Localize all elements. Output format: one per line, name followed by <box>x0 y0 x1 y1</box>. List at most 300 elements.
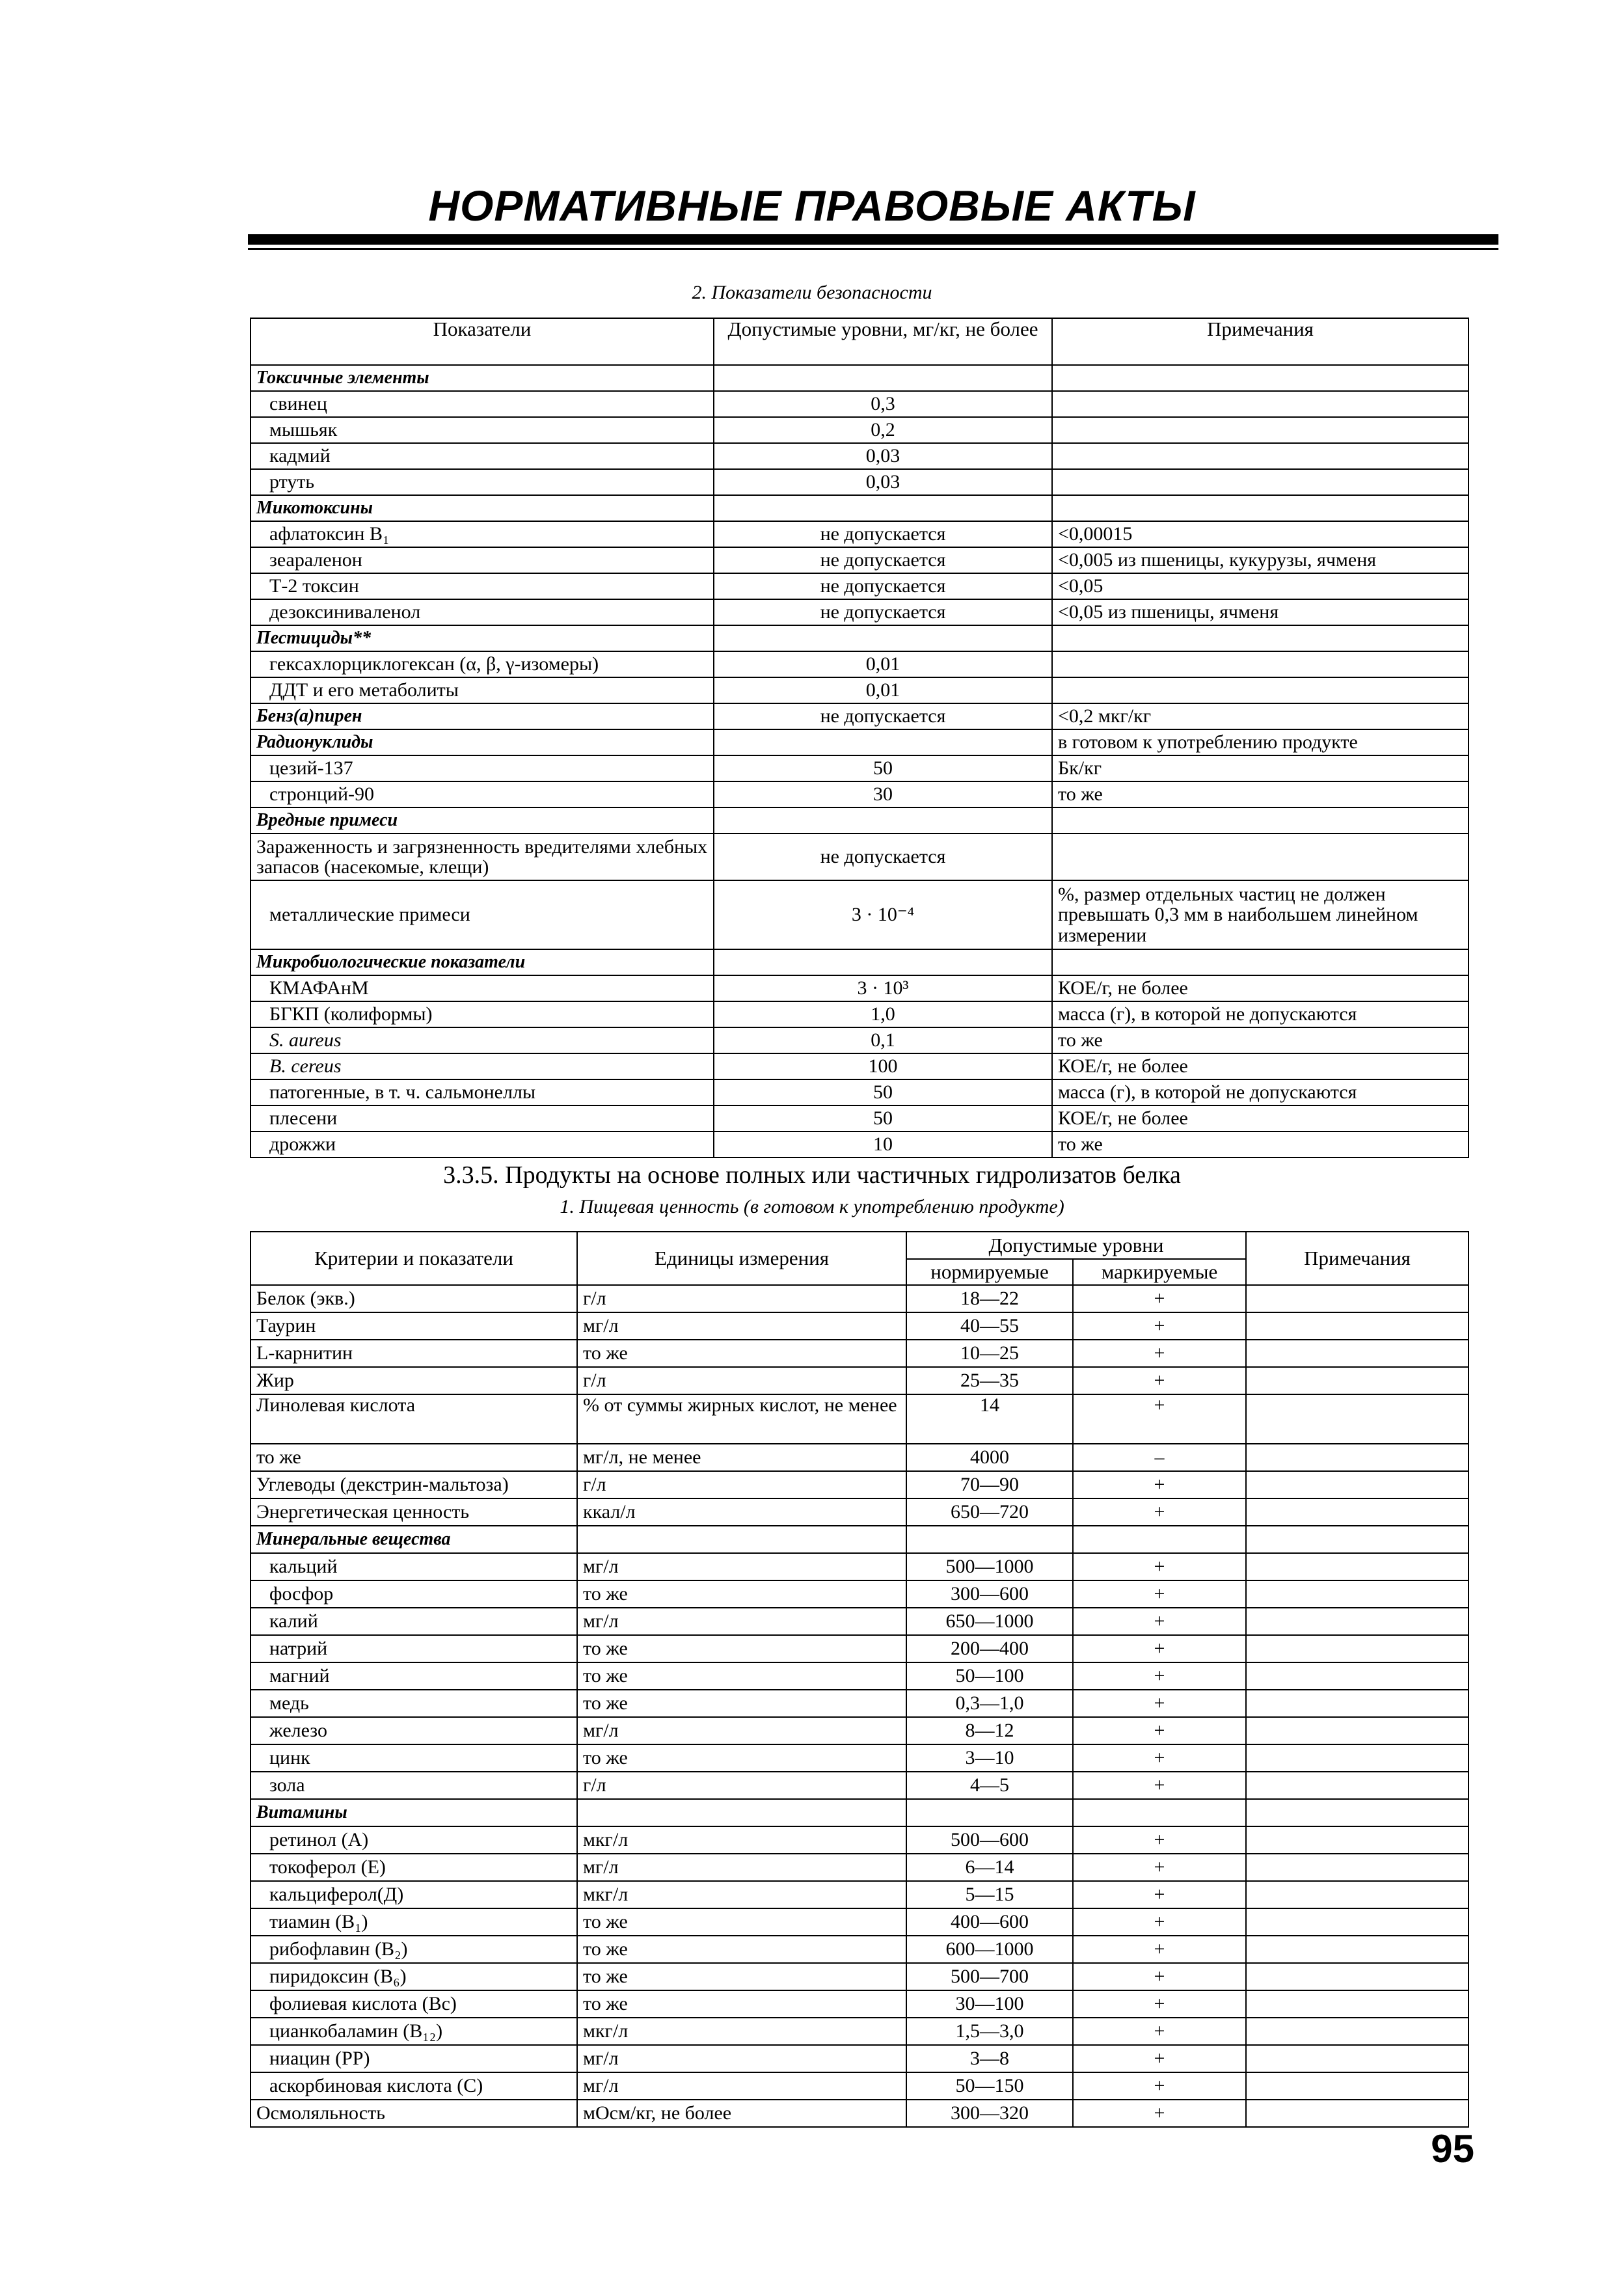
criteria-cell: ретинол (А) <box>250 1826 577 1854</box>
marked-level-cell: + <box>1073 1553 1246 1580</box>
unit-cell: мг/л <box>577 1608 906 1635</box>
criteria-cell: цинк <box>250 1744 577 1772</box>
note-cell <box>1052 625 1468 651</box>
marked-level-cell: + <box>1073 1690 1246 1717</box>
notes-cell <box>1246 1608 1468 1635</box>
unit-cell: % от суммы жирных кислот, не менее <box>577 1394 906 1444</box>
notes-cell <box>1246 1553 1468 1580</box>
level-cell: не допускается <box>714 833 1052 880</box>
table-row <box>250 2072 1468 2100</box>
norm-level-cell: 18—22 <box>906 1285 1073 1312</box>
norm-level-cell: 25—35 <box>906 1367 1073 1394</box>
unit-cell: то же <box>577 1662 906 1690</box>
notes-cell <box>1246 2072 1468 2100</box>
table-row <box>250 1690 1468 1717</box>
norm-level-cell <box>906 1799 1073 1826</box>
unit-cell: г/л <box>577 1772 906 1799</box>
indicator-cell: Т-2 токсин <box>250 573 714 599</box>
criteria-cell: Таурин <box>250 1312 577 1340</box>
level-cell: не допускается <box>714 703 1052 729</box>
level-cell: 0,03 <box>714 443 1052 469</box>
criteria-cell: Минеральные вещества <box>250 1526 577 1553</box>
indicator-cell: патогенные, в т. ч. сальмонеллы <box>250 1079 714 1105</box>
marked-level-cell: + <box>1073 2045 1246 2072</box>
table-group-row <box>250 807 1468 833</box>
indicator-cell: мышьяк <box>250 417 714 443</box>
criteria-cell: рибофлавин (B₂) <box>250 1936 577 1963</box>
table-group-row <box>250 625 1468 651</box>
table-row <box>250 2018 1468 2045</box>
note-cell: то же <box>1052 1027 1468 1053</box>
norm-level-cell: 650—720 <box>906 1498 1073 1526</box>
table-row <box>250 1881 1468 1908</box>
unit-cell <box>577 1799 906 1826</box>
table-row <box>250 1471 1468 1498</box>
norm-level-cell: 3—10 <box>906 1744 1073 1772</box>
table-row <box>250 1498 1468 1526</box>
safety-col-header: Показатели <box>250 318 714 365</box>
criteria-cell: фосфор <box>250 1580 577 1608</box>
table-row <box>250 1662 1468 1690</box>
notes-cell <box>1246 2100 1468 2127</box>
table-row <box>250 833 1468 880</box>
notes-cell <box>1246 1394 1468 1444</box>
level-cell: 3 · 10³ <box>714 975 1052 1001</box>
marked-level-cell: + <box>1073 1608 1246 1635</box>
notes-cell <box>1246 1881 1468 1908</box>
note-cell: КОЕ/г, не более <box>1052 1105 1468 1131</box>
notes-cell <box>1246 1662 1468 1690</box>
table-group-row <box>250 1526 1468 1553</box>
level-cell: 3 · 10⁻⁴ <box>714 880 1052 949</box>
indicator-cell: Токсичные элементы <box>250 365 714 391</box>
norm-level-cell: 650—1000 <box>906 1608 1073 1635</box>
indicator-cell: Микробиологические показатели <box>250 949 714 975</box>
nutrition-col-header: Примечания <box>1246 1232 1468 1285</box>
table-row <box>250 417 1468 443</box>
table-row <box>250 2045 1468 2072</box>
criteria-cell: Углеводы (декстрин-мальтоза) <box>250 1471 577 1498</box>
notes-cell <box>1246 1854 1468 1881</box>
unit-cell: мкг/л <box>577 1826 906 1854</box>
table-group-row <box>250 729 1468 755</box>
table-row <box>250 469 1468 495</box>
norm-level-cell <box>906 1526 1073 1553</box>
level-cell: 0,1 <box>714 1027 1052 1053</box>
table-row <box>250 391 1468 417</box>
criteria-cell: кальциферол(Д) <box>250 1881 577 1908</box>
notes-cell <box>1246 1799 1468 1826</box>
indicator-cell: ртуть <box>250 469 714 495</box>
table-row <box>250 1285 1468 1312</box>
unit-cell: мкг/л <box>577 1881 906 1908</box>
level-cell: 0,03 <box>714 469 1052 495</box>
criteria-cell: аскорбиновая кислота (С) <box>250 2072 577 2100</box>
criteria-cell: то же <box>250 1444 577 1471</box>
marked-level-cell: + <box>1073 1498 1246 1526</box>
level-cell <box>714 625 1052 651</box>
unit-cell: г/л <box>577 1285 906 1312</box>
note-cell <box>1052 677 1468 703</box>
level-cell <box>714 949 1052 975</box>
marked-level-cell: + <box>1073 1471 1246 1498</box>
table-row <box>250 1580 1468 1608</box>
norm-level-cell: 50—150 <box>906 2072 1073 2100</box>
safety-col-header: Допустимые уровни, мг/кг, не более <box>714 318 1052 365</box>
norm-level-cell: 50—100 <box>906 1662 1073 1690</box>
notes-cell <box>1246 1963 1468 1990</box>
unit-cell: то же <box>577 1908 906 1936</box>
note-cell <box>1052 443 1468 469</box>
unit-cell: ккал/л <box>577 1498 906 1526</box>
section-title: 3.3.5. Продукты на основе полных или частичных гидролизатов белка <box>443 1161 1181 1189</box>
criteria-cell: Белок (экв.) <box>250 1285 577 1312</box>
criteria-cell: калий <box>250 1608 577 1635</box>
safety-table-caption: 2. Показатели безопасности <box>692 282 932 303</box>
nutrition-col-header: Единицы измерения <box>577 1232 906 1285</box>
nutrition-col-header: Допустимые уровни <box>906 1232 1246 1259</box>
level-cell: 1,0 <box>714 1001 1052 1027</box>
norm-level-cell: 200—400 <box>906 1635 1073 1662</box>
unit-cell: то же <box>577 1690 906 1717</box>
marked-level-cell: + <box>1073 2072 1246 2100</box>
indicator-cell: свинец <box>250 391 714 417</box>
criteria-cell: кальций <box>250 1553 577 1580</box>
unit-cell: то же <box>577 1744 906 1772</box>
table-row <box>250 1963 1468 1990</box>
unit-cell: то же <box>577 1990 906 2018</box>
marked-level-cell: + <box>1073 1826 1246 1854</box>
marked-level-cell: + <box>1073 1340 1246 1367</box>
indicator-cell: дрожжи <box>250 1131 714 1158</box>
level-cell: 0,01 <box>714 651 1052 677</box>
table-row <box>250 1001 1468 1027</box>
indicator-cell: Бенз(а)пирен <box>250 703 714 729</box>
level-cell: 50 <box>714 1105 1052 1131</box>
notes-cell <box>1246 1936 1468 1963</box>
criteria-cell: Витамины <box>250 1799 577 1826</box>
marked-level-cell: + <box>1073 1963 1246 1990</box>
criteria-cell: магний <box>250 1662 577 1690</box>
marked-level-cell: + <box>1073 1580 1246 1608</box>
norm-level-cell: 500—600 <box>906 1826 1073 1854</box>
norm-level-cell: 6—14 <box>906 1854 1073 1881</box>
unit-cell: мг/л <box>577 2072 906 2100</box>
marked-level-cell <box>1073 1526 1246 1553</box>
table-row <box>250 1936 1468 1963</box>
norm-level-cell: 300—320 <box>906 2100 1073 2127</box>
level-cell: не допускается <box>714 573 1052 599</box>
marked-level-cell: + <box>1073 1394 1246 1444</box>
notes-cell <box>1246 1717 1468 1744</box>
level-cell: 50 <box>714 1079 1052 1105</box>
nutrition-col-header: Критерии и показатели <box>250 1232 577 1285</box>
table-row <box>250 599 1468 625</box>
notes-cell <box>1246 1471 1468 1498</box>
norm-level-cell: 1,5—3,0 <box>906 2018 1073 2045</box>
level-cell: 0,01 <box>714 677 1052 703</box>
unit-cell: то же <box>577 1963 906 1990</box>
norm-level-cell: 600—1000 <box>906 1936 1073 1963</box>
note-cell: КОЕ/г, не более <box>1052 975 1468 1001</box>
unit-cell: то же <box>577 1340 906 1367</box>
header-rule <box>248 234 1498 245</box>
level-cell: 0,2 <box>714 417 1052 443</box>
table-row <box>250 443 1468 469</box>
level-cell: 30 <box>714 781 1052 807</box>
criteria-cell: Энергетическая ценность <box>250 1498 577 1526</box>
note-cell: то же <box>1052 1131 1468 1158</box>
criteria-cell: L-карнитин <box>250 1340 577 1367</box>
page-header-title: НОРМАТИВНЫЕ ПРАВОВЫЕ АКТЫ <box>428 182 1196 230</box>
unit-cell <box>577 1526 906 1553</box>
level-cell: 10 <box>714 1131 1052 1158</box>
notes-cell <box>1246 1690 1468 1717</box>
criteria-cell: пиридоксин (B₆) <box>250 1963 577 1990</box>
note-cell <box>1052 833 1468 880</box>
table-row <box>250 1444 1468 1471</box>
table-row <box>250 1053 1468 1079</box>
norm-level-cell: 500—1000 <box>906 1553 1073 1580</box>
criteria-cell: ниацин (PP) <box>250 2045 577 2072</box>
indicator-cell: афлатоксин B₁ <box>250 521 714 547</box>
table-row <box>250 573 1468 599</box>
marked-level-cell: + <box>1073 1881 1246 1908</box>
table-row <box>250 1105 1468 1131</box>
table-row <box>250 1608 1468 1635</box>
indicator-cell: зеараленон <box>250 547 714 573</box>
unit-cell: мг/л, не менее <box>577 1444 906 1471</box>
marked-level-cell: + <box>1073 1854 1246 1881</box>
table-row <box>250 2100 1468 2127</box>
notes-cell <box>1246 2018 1468 2045</box>
table-row <box>250 1990 1468 2018</box>
marked-level-cell: + <box>1073 1635 1246 1662</box>
notes-cell <box>1246 1444 1468 1471</box>
norm-level-cell: 40—55 <box>906 1312 1073 1340</box>
nutrition-table <box>250 1231 1469 2128</box>
level-cell: не допускается <box>714 599 1052 625</box>
note-cell <box>1052 365 1468 391</box>
notes-cell <box>1246 1990 1468 2018</box>
marked-level-cell: + <box>1073 1936 1246 1963</box>
table-row <box>250 1394 1468 1444</box>
header-rule-thin <box>248 248 1498 250</box>
level-cell <box>714 807 1052 833</box>
notes-cell <box>1246 1635 1468 1662</box>
criteria-cell: зола <box>250 1772 577 1799</box>
notes-cell <box>1246 1312 1468 1340</box>
indicator-cell: БГКП (колиформы) <box>250 1001 714 1027</box>
table-row <box>250 651 1468 677</box>
note-cell: масса (г), в которой не допускаются <box>1052 1001 1468 1027</box>
indicator-cell: Зараженность и загрязненность вредителями хлебных запасов (насекомые, клещи) <box>250 833 714 880</box>
nutrition-col-subheader: нормируемые <box>906 1259 1073 1285</box>
table-row <box>250 1131 1468 1158</box>
unit-cell: г/л <box>577 1471 906 1498</box>
indicator-cell: дезоксиниваленол <box>250 599 714 625</box>
table-group-row <box>250 949 1468 975</box>
table-row <box>250 1027 1468 1053</box>
notes-cell <box>1246 1908 1468 1936</box>
marked-level-cell: + <box>1073 1908 1246 1936</box>
norm-level-cell: 400—600 <box>906 1908 1073 1936</box>
unit-cell: то же <box>577 1635 906 1662</box>
note-cell: <0,00015 <box>1052 521 1468 547</box>
criteria-cell: Осмоляльность <box>250 2100 577 2127</box>
notes-cell <box>1246 2045 1468 2072</box>
indicator-cell: металлические примеси <box>250 880 714 949</box>
norm-level-cell: 0,3—1,0 <box>906 1690 1073 1717</box>
note-cell <box>1052 495 1468 521</box>
table-row <box>250 1772 1468 1799</box>
criteria-cell: железо <box>250 1717 577 1744</box>
notes-cell <box>1246 1580 1468 1608</box>
notes-cell <box>1246 1285 1468 1312</box>
indicator-cell: кадмий <box>250 443 714 469</box>
indicator-cell: Пестициды** <box>250 625 714 651</box>
table-row <box>250 880 1468 949</box>
notes-cell <box>1246 1826 1468 1854</box>
marked-level-cell <box>1073 1799 1246 1826</box>
notes-cell <box>1246 1526 1468 1553</box>
note-cell: <0,05 из пшеницы, ячменя <box>1052 599 1468 625</box>
nutrition-col-subheader: маркируемые <box>1073 1259 1246 1285</box>
criteria-cell: фолиевая кислота (Вс) <box>250 1990 577 2018</box>
indicator-cell: КМАФАнМ <box>250 975 714 1001</box>
table-row <box>250 1312 1468 1340</box>
note-cell: <0,05 <box>1052 573 1468 599</box>
level-cell: не допускается <box>714 521 1052 547</box>
norm-level-cell: 500—700 <box>906 1963 1073 1990</box>
unit-cell: мг/л <box>577 1553 906 1580</box>
norm-level-cell: 4—5 <box>906 1772 1073 1799</box>
criteria-cell: медь <box>250 1690 577 1717</box>
norm-level-cell: 4000 <box>906 1444 1073 1471</box>
norm-level-cell: 8—12 <box>906 1717 1073 1744</box>
table-row <box>250 677 1468 703</box>
table-row <box>250 547 1468 573</box>
notes-cell <box>1246 1340 1468 1367</box>
nutrition-table-caption: 1. Пищевая ценность (в готовом к употреблению продукте) <box>560 1196 1064 1217</box>
note-cell: Бк/кг <box>1052 755 1468 781</box>
indicator-cell: Вредные примеси <box>250 807 714 833</box>
note-cell: <0,2 мкг/кг <box>1052 703 1468 729</box>
table-row <box>250 1908 1468 1936</box>
table-row <box>250 1854 1468 1881</box>
note-cell: в готовом к употреблению продукте <box>1052 729 1468 755</box>
table-row <box>250 1553 1468 1580</box>
note-cell <box>1052 807 1468 833</box>
table-row <box>250 1717 1468 1744</box>
unit-cell: то же <box>577 1580 906 1608</box>
safety-table <box>250 318 1469 1158</box>
table-group-row <box>250 1799 1468 1826</box>
norm-level-cell: 10—25 <box>906 1340 1073 1367</box>
notes-cell <box>1246 1367 1468 1394</box>
criteria-cell: Линолевая кислота <box>250 1394 577 1444</box>
norm-level-cell: 70—90 <box>906 1471 1073 1498</box>
table-group-row <box>250 495 1468 521</box>
level-cell <box>714 495 1052 521</box>
criteria-cell: натрий <box>250 1635 577 1662</box>
indicator-cell: S. aureus <box>250 1027 714 1053</box>
notes-cell <box>1246 1498 1468 1526</box>
norm-level-cell: 3—8 <box>906 2045 1073 2072</box>
unit-cell: мг/л <box>577 2045 906 2072</box>
note-cell: то же <box>1052 781 1468 807</box>
marked-level-cell: + <box>1073 1744 1246 1772</box>
marked-level-cell: + <box>1073 1285 1246 1312</box>
note-cell: %, размер отдельных частиц не должен превышать 0,3 мм в наибольшем линейном измерении <box>1052 880 1468 949</box>
table-row <box>250 755 1468 781</box>
level-cell: 100 <box>714 1053 1052 1079</box>
criteria-cell: тиамин (B₁) <box>250 1908 577 1936</box>
note-cell <box>1052 417 1468 443</box>
note-cell: <0,005 из пшеницы, кукурузы, ячменя <box>1052 547 1468 573</box>
unit-cell: г/л <box>577 1367 906 1394</box>
note-cell <box>1052 469 1468 495</box>
norm-level-cell: 30—100 <box>906 1990 1073 2018</box>
unit-cell: мг/л <box>577 1312 906 1340</box>
marked-level-cell: – <box>1073 1444 1246 1471</box>
table-row <box>250 1079 1468 1105</box>
indicator-cell: ДДТ и его метаболиты <box>250 677 714 703</box>
unit-cell: мг/л <box>577 1717 906 1744</box>
norm-level-cell: 14 <box>906 1394 1073 1444</box>
table-row <box>250 781 1468 807</box>
level-cell: 0,3 <box>714 391 1052 417</box>
marked-level-cell: + <box>1073 1312 1246 1340</box>
note-cell: КОЕ/г, не более <box>1052 1053 1468 1079</box>
norm-level-cell: 5—15 <box>906 1881 1073 1908</box>
unit-cell: мкг/л <box>577 2018 906 2045</box>
unit-cell: то же <box>577 1936 906 1963</box>
level-cell <box>714 365 1052 391</box>
table-row <box>250 1826 1468 1854</box>
indicator-cell: B. cereus <box>250 1053 714 1079</box>
norm-level-cell: 300—600 <box>906 1580 1073 1608</box>
criteria-cell: Жир <box>250 1367 577 1394</box>
note-cell <box>1052 651 1468 677</box>
indicator-cell: Радионуклиды <box>250 729 714 755</box>
table-row <box>250 521 1468 547</box>
indicator-cell: цезий-137 <box>250 755 714 781</box>
criteria-cell: цианкобаламин (B₁₂) <box>250 2018 577 2045</box>
note-cell <box>1052 391 1468 417</box>
marked-level-cell: + <box>1073 1662 1246 1690</box>
notes-cell <box>1246 1744 1468 1772</box>
indicator-cell: Микотоксины <box>250 495 714 521</box>
unit-cell: мг/л <box>577 1854 906 1881</box>
table-row <box>250 1340 1468 1367</box>
indicator-cell: гексахлорциклогексан (α, β, γ-изомеры) <box>250 651 714 677</box>
table-group-row <box>250 365 1468 391</box>
table-group-row <box>250 703 1468 729</box>
marked-level-cell: + <box>1073 1772 1246 1799</box>
marked-level-cell: + <box>1073 2018 1246 2045</box>
level-cell <box>714 729 1052 755</box>
note-cell: масса (г), в которой не допускаются <box>1052 1079 1468 1105</box>
safety-col-header: Примечания <box>1052 318 1468 365</box>
unit-cell: мОсм/кг, не более <box>577 2100 906 2127</box>
page-number: 95 <box>1431 2127 1474 2171</box>
marked-level-cell: + <box>1073 1367 1246 1394</box>
marked-level-cell: + <box>1073 1717 1246 1744</box>
notes-cell <box>1246 1772 1468 1799</box>
table-row <box>250 1744 1468 1772</box>
indicator-cell: плесени <box>250 1105 714 1131</box>
